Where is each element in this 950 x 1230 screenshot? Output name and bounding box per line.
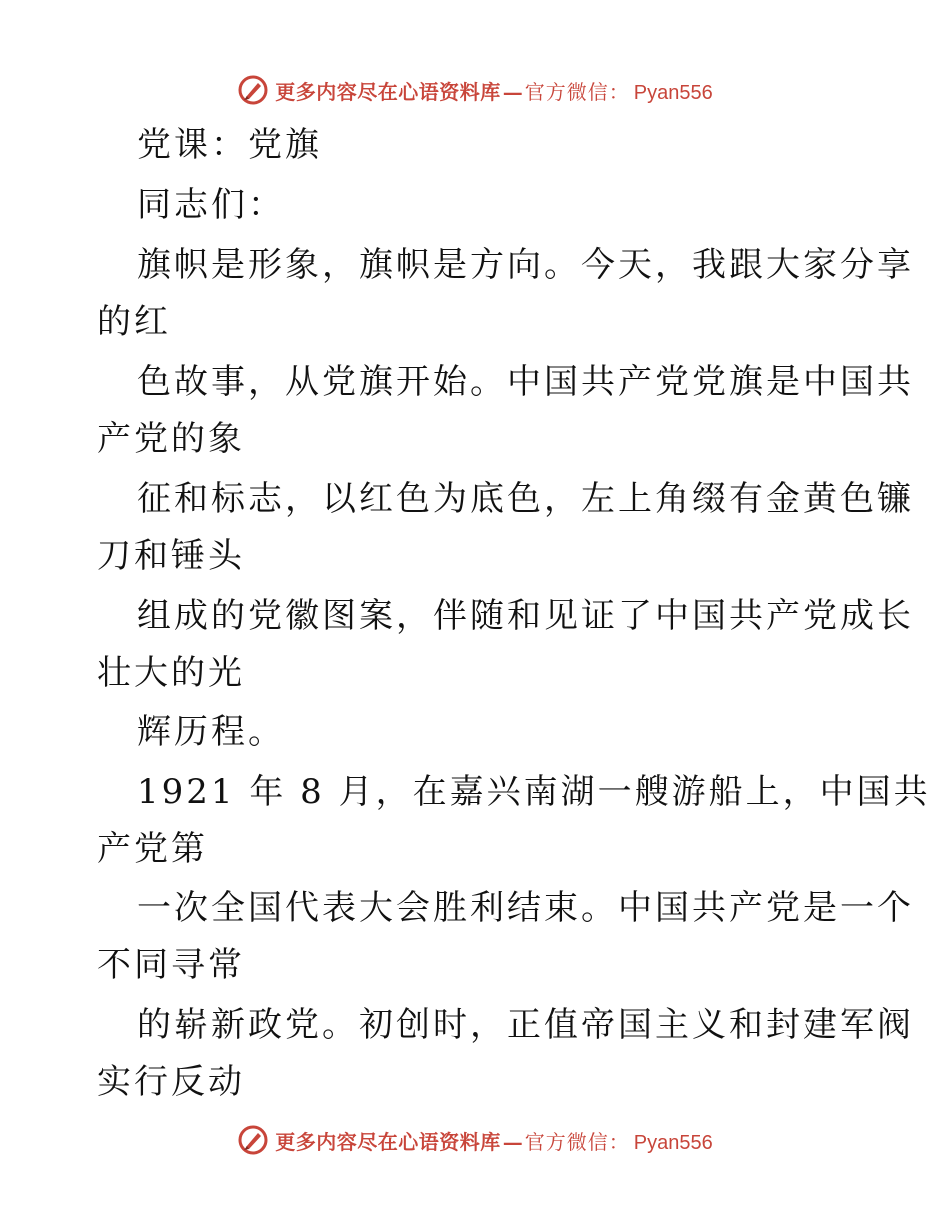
- text-line: 色故事，从党旗开始。中国共产党党旗是中国共: [137, 362, 914, 402]
- watermark-text: [275, 1126, 712, 1155]
- watermark-id: Pyan556: [633, 1131, 713, 1154]
- watermark-main: 更多内容尽在心语资料库: [275, 79, 501, 104]
- text-line: 征和标志，以红色为底色，左上角缀有金黄色镰: [137, 479, 914, 519]
- text-line: 壮大的光: [97, 653, 245, 693]
- text-line: 产党的象: [97, 419, 245, 459]
- doc-title: 党课：党旗: [137, 125, 322, 165]
- text-line: 产党第: [97, 829, 208, 869]
- text-line: 实行反动: [97, 1062, 245, 1102]
- watermark-sub: 官方微信：: [524, 1129, 630, 1154]
- watermark-sub: 官方微信：: [524, 79, 630, 104]
- watermark-separator: —: [502, 1129, 523, 1154]
- watermark-main: 更多内容尽在心语资料库: [275, 1129, 501, 1154]
- text-line: 组成的党徽图案，伴随和见证了中国共产党成长: [137, 596, 914, 636]
- watermark-id: Pyan556: [633, 81, 713, 104]
- text-line: 的红: [97, 302, 171, 342]
- text-line: 不同寻常: [97, 945, 245, 985]
- text-line: 刀和锤头: [97, 536, 245, 576]
- text-line: 1921 年 8 月，在嘉兴南湖一艘游船上，中国共: [137, 772, 931, 812]
- salutation: 同志们：: [137, 185, 285, 225]
- text-line: 旗帜是形象，旗帜是方向。今天，我跟大家分享: [137, 245, 914, 285]
- text-line: 的崭新政党。初创时，正值帝国主义和封建军阀: [137, 1005, 914, 1045]
- header-watermark: [0, 70, 950, 110]
- pen-circle-logo-icon: [237, 74, 269, 106]
- text-line: 辉历程。: [137, 712, 285, 752]
- pen-circle-logo-icon: [237, 1124, 269, 1156]
- watermark-text: [275, 76, 712, 105]
- watermark-separator: —: [502, 79, 523, 104]
- footer-watermark: [0, 1120, 950, 1160]
- text-line: 一次全国代表大会胜利结束。中国共产党是一个: [137, 888, 914, 928]
